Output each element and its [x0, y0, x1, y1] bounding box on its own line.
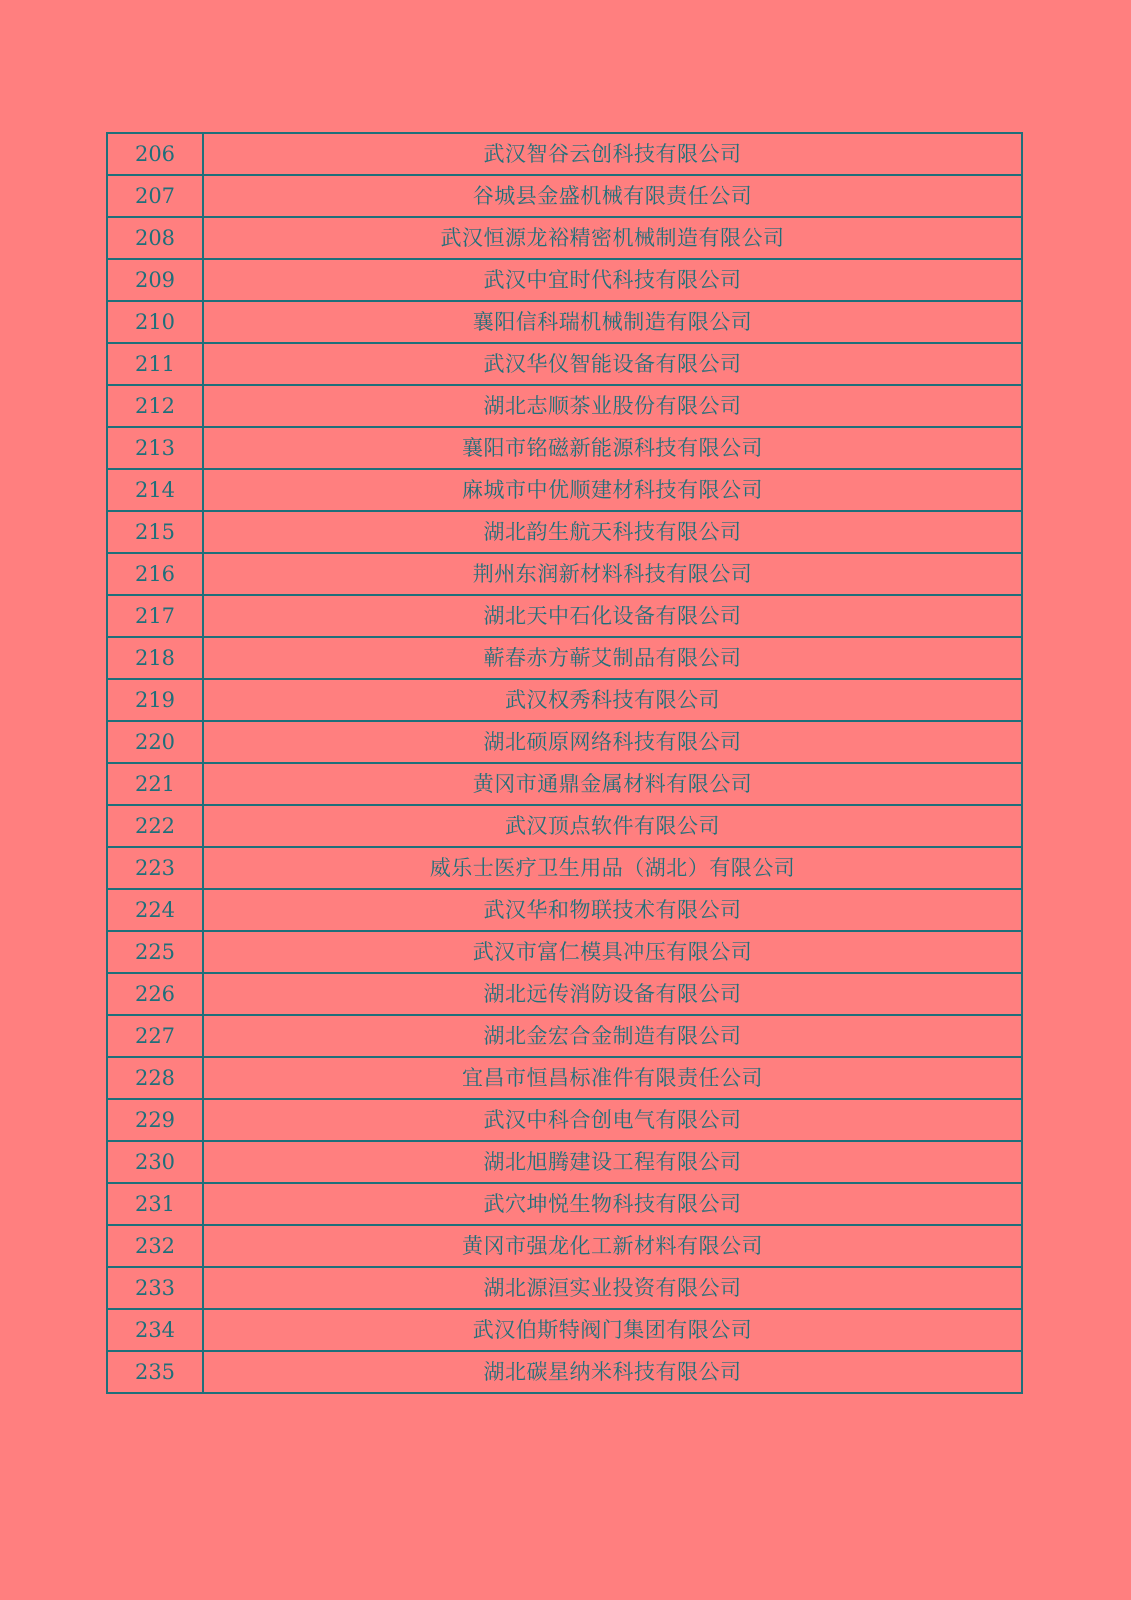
table-body: [107, 133, 1022, 1393]
row-index-cell: 209: [107, 259, 203, 301]
table-row: [107, 385, 1022, 427]
company-name-cell: 武汉华和物联技术有限公司: [203, 889, 1022, 931]
company-name-cell: 荆州东润新材料科技有限公司: [203, 553, 1022, 595]
company-name-cell: 黄冈市强龙化工新材料有限公司: [203, 1225, 1022, 1267]
company-name-cell: 武汉智谷云创科技有限公司: [203, 133, 1022, 175]
row-index-cell: 225: [107, 931, 203, 973]
table-row: [107, 679, 1022, 721]
row-index-cell: 234: [107, 1309, 203, 1351]
company-name-cell: 湖北金宏合金制造有限公司: [203, 1015, 1022, 1057]
row-index-cell: 210: [107, 301, 203, 343]
table-row: [107, 133, 1022, 175]
company-name-cell: 湖北远传消防设备有限公司: [203, 973, 1022, 1015]
table-row: [107, 637, 1022, 679]
table-row: [107, 1309, 1022, 1351]
table-row: [107, 553, 1022, 595]
company-name-cell: 武汉恒源龙裕精密机械制造有限公司: [203, 217, 1022, 259]
row-index-cell: 217: [107, 595, 203, 637]
row-index-cell: 235: [107, 1351, 203, 1393]
company-name-cell: 襄阳信科瑞机械制造有限公司: [203, 301, 1022, 343]
row-index-cell: 222: [107, 805, 203, 847]
row-index-cell: 232: [107, 1225, 203, 1267]
company-list-table: [106, 132, 1023, 1394]
company-name-cell: 湖北韵生航天科技有限公司: [203, 511, 1022, 553]
table-row: [107, 931, 1022, 973]
row-index-cell: 227: [107, 1015, 203, 1057]
company-name-cell: 湖北志顺茶业股份有限公司: [203, 385, 1022, 427]
company-name-cell: 武穴坤悦生物科技有限公司: [203, 1183, 1022, 1225]
row-index-cell: 230: [107, 1141, 203, 1183]
table-row: [107, 847, 1022, 889]
company-name-cell: 武汉中宜时代科技有限公司: [203, 259, 1022, 301]
company-name-cell: 黄冈市通鼎金属材料有限公司: [203, 763, 1022, 805]
table-row: [107, 595, 1022, 637]
table-row: [107, 1141, 1022, 1183]
table-row: [107, 763, 1022, 805]
table-row: [107, 1057, 1022, 1099]
table-row: [107, 721, 1022, 763]
table-row: [107, 343, 1022, 385]
table-row: [107, 175, 1022, 217]
table-row: [107, 511, 1022, 553]
company-name-cell: 湖北源洹实业投资有限公司: [203, 1267, 1022, 1309]
row-index-cell: 223: [107, 847, 203, 889]
row-index-cell: 211: [107, 343, 203, 385]
table-row: [107, 259, 1022, 301]
company-name-cell: 湖北碳星纳米科技有限公司: [203, 1351, 1022, 1393]
company-name-cell: 武汉权秀科技有限公司: [203, 679, 1022, 721]
table-row: [107, 1351, 1022, 1393]
company-name-cell: 武汉中科合创电气有限公司: [203, 1099, 1022, 1141]
company-name-cell: 武汉市富仁模具冲压有限公司: [203, 931, 1022, 973]
table-row: [107, 427, 1022, 469]
company-name-cell: 武汉顶点软件有限公司: [203, 805, 1022, 847]
row-index-cell: 219: [107, 679, 203, 721]
row-index-cell: 220: [107, 721, 203, 763]
row-index-cell: 218: [107, 637, 203, 679]
row-index-cell: 231: [107, 1183, 203, 1225]
row-index-cell: 233: [107, 1267, 203, 1309]
table-row: [107, 1183, 1022, 1225]
company-name-cell: 襄阳市铭磁新能源科技有限公司: [203, 427, 1022, 469]
row-index-cell: 207: [107, 175, 203, 217]
row-index-cell: 214: [107, 469, 203, 511]
table-row: [107, 1099, 1022, 1141]
row-index-cell: 226: [107, 973, 203, 1015]
row-index-cell: 213: [107, 427, 203, 469]
company-name-cell: 谷城县金盛机械有限责任公司: [203, 175, 1022, 217]
table-row: [107, 1267, 1022, 1309]
company-name-cell: 威乐士医疗卫生用品（湖北）有限公司: [203, 847, 1022, 889]
row-index-cell: 224: [107, 889, 203, 931]
company-name-cell: 宜昌市恒昌标准件有限责任公司: [203, 1057, 1022, 1099]
table-row: [107, 301, 1022, 343]
table-row: [107, 889, 1022, 931]
company-name-cell: 武汉华仪智能设备有限公司: [203, 343, 1022, 385]
row-index-cell: 206: [107, 133, 203, 175]
company-name-cell: 湖北天中石化设备有限公司: [203, 595, 1022, 637]
row-index-cell: 215: [107, 511, 203, 553]
table-row: [107, 973, 1022, 1015]
row-index-cell: 228: [107, 1057, 203, 1099]
company-name-cell: 湖北硕原网络科技有限公司: [203, 721, 1022, 763]
company-name-cell: 武汉伯斯特阀门集团有限公司: [203, 1309, 1022, 1351]
table-row: [107, 1225, 1022, 1267]
company-name-cell: 麻城市中优顺建材科技有限公司: [203, 469, 1022, 511]
table-row: [107, 469, 1022, 511]
row-index-cell: 229: [107, 1099, 203, 1141]
row-index-cell: 208: [107, 217, 203, 259]
row-index-cell: 216: [107, 553, 203, 595]
table-row: [107, 217, 1022, 259]
company-name-cell: 蕲春赤方蕲艾制品有限公司: [203, 637, 1022, 679]
table-row: [107, 1015, 1022, 1057]
row-index-cell: 221: [107, 763, 203, 805]
table-row: [107, 805, 1022, 847]
row-index-cell: 212: [107, 385, 203, 427]
company-name-cell: 湖北旭腾建设工程有限公司: [203, 1141, 1022, 1183]
